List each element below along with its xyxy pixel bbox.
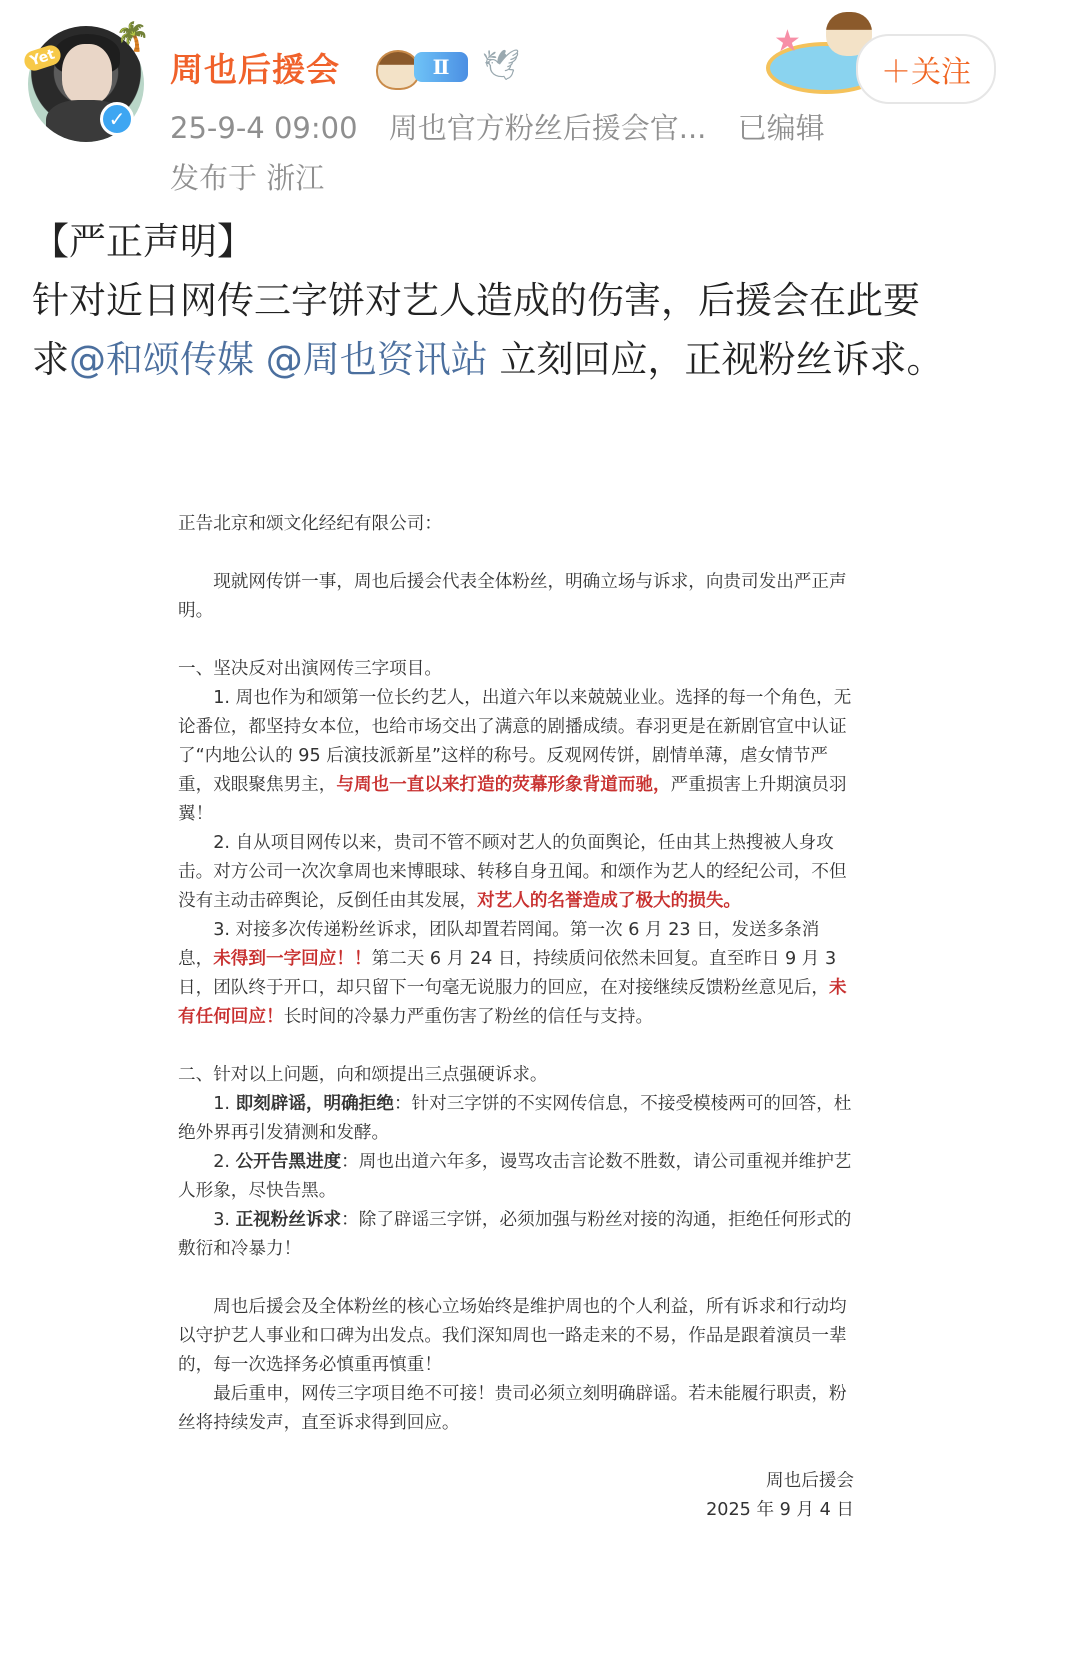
statement-body xyxy=(178,510,854,1525)
doc-intro: 现就网传饼一事，周也后援会代表全体粉丝，明确立场与诉求，向贵司发出严正声明。 xyxy=(178,572,847,621)
post-line-2 xyxy=(32,330,1042,389)
s2-i3-num: 3. xyxy=(213,1210,236,1230)
mention-zhouye-news[interactable]: @周也资讯站 xyxy=(265,338,488,381)
s1-p1-highlight: 与周也一直以来打造的荧幕形象背道而驰， xyxy=(336,775,671,795)
s1-p3-text: 3. 对接多次传递粉丝诉求，团队却置若罔闻。第一次 6 月 23 日，发送多条消息， xyxy=(178,920,820,969)
s1-p3-text-mid: 第二天 6 月 24 日，持续质问依然未回复。直至昨日 9 月 3 日，团队终于开口，却只留下一句毫无说服力的回应，在对接继续反馈粉丝意见后， xyxy=(178,949,837,998)
fan-level-badge[interactable]: Ⅱ xyxy=(414,52,468,82)
s2-i3-heading: 正视粉丝诉求 xyxy=(235,1210,342,1230)
edited-label[interactable]: 已编辑 xyxy=(737,111,825,145)
s2-i1-heading: 即刻辟谣，明确拒绝 xyxy=(235,1094,394,1114)
s1-p3-highlight-1: 未得到一字回应！！ xyxy=(213,949,372,969)
doc-date: 2025 年 9 月 4 日 xyxy=(706,1500,854,1520)
section-2-title: 二、针对以上问题，向和颂提出三点强硬诉求。 xyxy=(178,1065,548,1085)
post-location: 发布于 浙江 xyxy=(170,161,325,195)
s2-i3-text: ：除了辟谣三字饼，必须加强与粉丝对接的沟通，拒绝任何形式的敷衍和冷暴力！ xyxy=(178,1210,852,1259)
section-2-item-3 xyxy=(178,1206,854,1264)
s2-i2-num: 2. xyxy=(213,1152,236,1172)
s1-p2-text: 2. 自从项目网传以来，贵司不管不顾对艺人的负面舆论，任由其上热搜被人身攻击。对方公司一次次拿周也来博眼球、转移自身丑闻。和颂作为艺人的经纪公司，不但没有主动击碎舆论，反倒任由其发展， xyxy=(178,833,847,911)
post-line-2-suffix: 立刻回应，正视粉丝诉求。 xyxy=(487,338,944,381)
post-meta xyxy=(170,106,847,147)
doc-closing-2: 最后重申，网传三字项目绝不可接！贵司必须立刻明确辟谣。若未能履行职责，粉丝将持续发声，直至诉求得到回应。 xyxy=(178,1384,847,1433)
s2-i1-text: ：针对三字饼的不实网传信息，不接受模棱两可的回答，杜绝外界再引发猜测和发酵。 xyxy=(178,1094,852,1143)
s2-i1-num: 1. xyxy=(213,1094,236,1114)
avatar-badge: Yet xyxy=(22,43,63,73)
section-1-title: 一、坚决反对出演网传三字项目。 xyxy=(178,659,442,679)
post-source[interactable]: 周也官方粉丝后援会官... xyxy=(388,111,707,145)
post-text xyxy=(32,212,1042,389)
dove-icon[interactable]: 🕊 xyxy=(482,48,521,83)
doc-salutation: 正告北京和颂文化经纪有限公司： xyxy=(178,514,442,534)
s1-p3-text-end: 长时间的冷暴力严重伤害了粉丝的信任与支持。 xyxy=(283,1007,654,1027)
post-line-2-prefix: 求 xyxy=(32,338,69,381)
statement-image[interactable] xyxy=(0,500,1080,1653)
section-1-point-1 xyxy=(178,684,854,829)
doc-closing-1: 周也后援会及全体粉丝的核心立场始终是维护周也的个人利益，所有诉求和行动均以守护艺人事业和口碑为出发点。我们深知周也一路走来的不易，作品是跟着演员一辈的，每一次选择务必慎重再慎重！ xyxy=(178,1297,847,1375)
mention-hesong-media[interactable]: @和颂传媒 xyxy=(69,338,254,381)
follow-button[interactable]: ＋关注 xyxy=(856,34,996,104)
s1-p2-highlight: 对艺人的名誉造成了极大的损失。 xyxy=(477,891,742,911)
post-timestamp: 25-9-4 09:00 xyxy=(170,111,358,145)
post-title: 【严正声明】 xyxy=(32,220,254,263)
author-name[interactable]: 周也后援会 xyxy=(170,50,340,89)
section-1-point-3 xyxy=(178,916,854,1032)
verified-check-icon: ✓ xyxy=(100,102,134,136)
post-line-1: 针对近日网传三字饼对艺人造成的伤害，后援会在此要 xyxy=(32,279,920,322)
s2-i2-text: ：周也出道六年多，谩骂攻击言论数不胜数，请公司重视并维护艺人形象，尽快告黑。 xyxy=(178,1152,852,1201)
starfish-icon: ★ xyxy=(774,24,801,59)
palm-decoration-icon: 🌴 xyxy=(115,20,150,53)
doc-signature: 周也后援会 xyxy=(766,1471,854,1491)
section-2-item-2 xyxy=(178,1148,854,1206)
section-1-point-2 xyxy=(178,829,854,916)
section-2-item-1 xyxy=(178,1090,854,1148)
s1-p3-highlight-2: 未有任何回应！ xyxy=(178,978,847,1027)
s2-i2-heading: 公开告黑进度 xyxy=(235,1152,342,1172)
s1-p1-text: 1. 周也作为和颂第一位长约艺人，出道六年以来兢兢业业。选择的每一个角色，无论番位，都坚持女本位，也给市场交出了满意的剧播成绩。春羽更是在新剧官宣中认证了“内地公认的 95 后演技派新星”这样的称号。反观网传饼，剧情单薄，虐女情节严重，戏眼聚焦男主， xyxy=(178,688,852,795)
avatar-face xyxy=(62,44,112,104)
s1-p1-text-end: 严重损害上升期演员羽翼！ xyxy=(178,775,847,824)
